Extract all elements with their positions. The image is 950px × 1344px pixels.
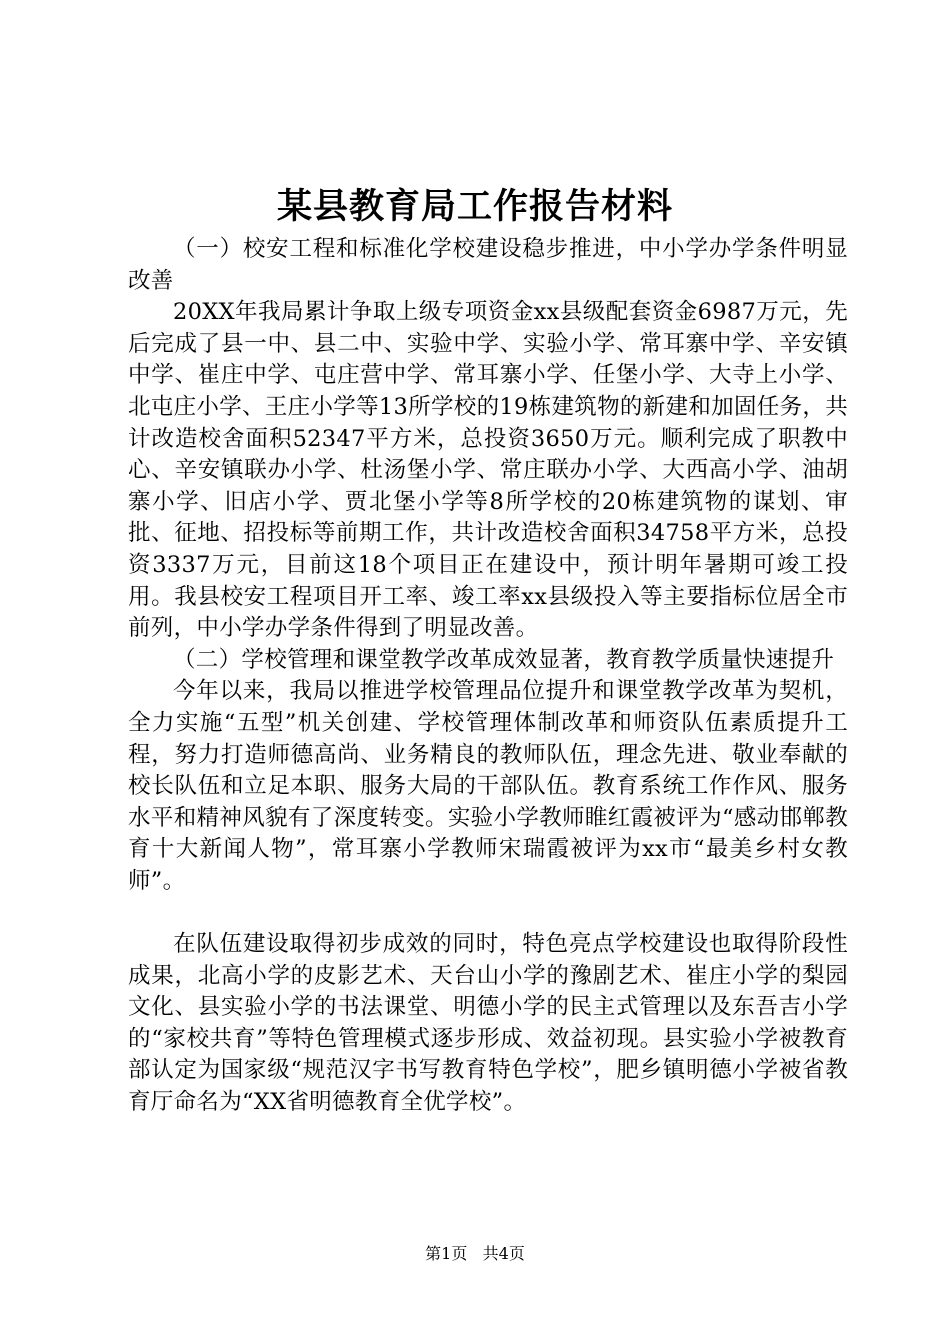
document-title: 某县教育局工作报告材料: [276, 186, 673, 227]
page-number: 第1页: [425, 1244, 468, 1263]
paragraph-teaching-reform: 今年以来，我局以推进学校管理品位提升和课堂教学改革为契机，全力实施“五型”机关创建、学校管理体制改革和师资队伍素质提升工程，努力打造师德高尚、业务精良的教师队伍，理念先进、敬业奉献的校长队伍和立足本职、服务大局的干部队伍。教育系统工作作风、服务水平和精神风貌有了深度转变。实验小学教师睢红霞被评为“感动邯郸教育十大新闻人物”，常耳寨小学教师宋瑞霞被评为xx市“最美乡村女教师”。: [128, 678, 848, 894]
paragraph-featured-schools: 在队伍建设取得初步成效的同时，特色亮点学校建设也取得阶段性成果，北高小学的皮影艺术、天台山小学的豫剧艺术、崔庄小学的梨园文化、县实验小学的书法课堂、明德小学的民主式管理以及东吾吉小学的“家校共育”等特色管理模式逐步形成、效益初现。县实验小学被教育部认定为国家级“规范汉字书写教育特色学校”，肥乡镇明德小学被省教育厅命名为“XX省明德教育全优学校”。: [128, 931, 848, 1116]
page-total: 共4页: [482, 1244, 525, 1263]
paragraph-school-safety: 20XX年我局累计争取上级专项资金xx县级配套资金6987万元，先后完成了县一中、县二中、实验中学、实验小学、常耳寨中学、辛安镇中学、崔庄中学、屯庄营中学、常耳寨小学、任堡小学、大寺上小学、北屯庄小学、王庄小学等13所学校的19栋建筑物的新建和加固任务，共计改造校舍面积52347平方米，总投资3650万元。顺利完成了职教中心、辛安镇联办小学、杜汤堡小学、常庄联办小学、大西高小学、油胡寨小学、旧店小学、贾北堡小学等8所学校的20栋建筑物的谋划、审批、征地、招投标等前期工作，共计改造校舍面积34758平方米，总投资3337万元，目前这18个项目正在建设中，预计明年暑期可竣工投用。我县校安工程项目开工率、竣工率xx县级投入等主要指标位居全市前列，中小学办学条件得到了明显改善。: [128, 299, 848, 642]
section-heading-2: （二）学校管理和课堂教学改革成效显著，教育教学质量快速提升: [173, 646, 835, 673]
page-separator: [472, 1244, 477, 1263]
page-footer: [0, 1243, 950, 1265]
section-heading-1: （一）校安工程和标准化学校建设稳步推进，中小学办学条件明显改善: [128, 236, 848, 294]
document-body: [128, 234, 848, 1119]
